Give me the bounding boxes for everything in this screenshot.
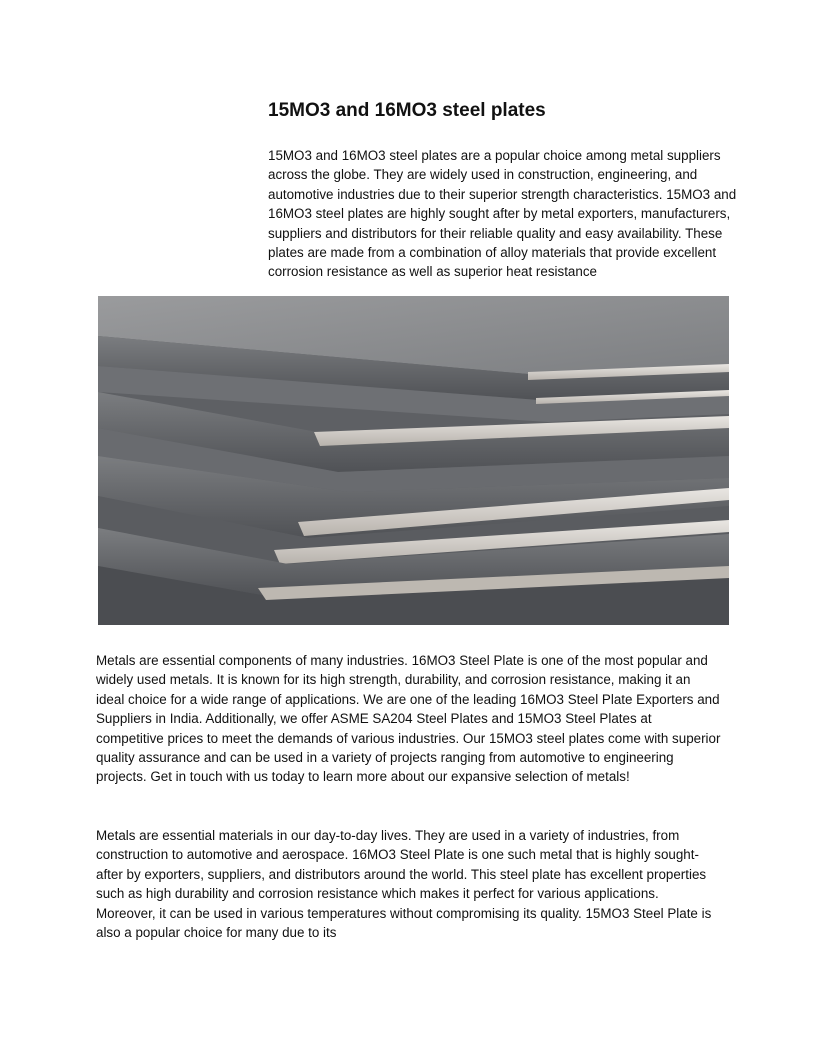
body-paragraph-1: Metals are essential components of many industries. 16MO3 Steel Plate is one of the most popular and widely used metals. It is known for its high strength, durability, and corrosion resistance, making it an ideal choice for a wide range of applications. We are one of the leading 16MO3 Steel Plate Exporters and Suppliers in India. Additionally, we offer ASME SA204 Steel Plates and 15MO3 Steel Plates at competitive prices to meet the demands of various industries. Our 15MO3 steel plates come with superior quality assurance and can be used in a variety of projects ranging from automotive to engineering projects. Get in touch with us today to learn more about our expansive selection of metals! <box>96 653 721 785</box>
intro-paragraph: 15MO3 and 16MO3 steel plates are a popular choice among metal suppliers across the globe. They are widely used in construction, engineering, and automotive industries due to their superior strength characteristics. 15MO3 and 16MO3 steel plates are highly sought after by metal exporters, manufacturers, suppliers and distributors for their reliable quality and easy availability. These plates are made from a combination of alloy materials that provide excellent corrosion resistance as well as superior heat resistance <box>268 148 737 280</box>
body-paragraph-2: Metals are essential materials in our day-to-day lives. They are used in a variety of industries, from construction to automotive and aerospace. 16MO3 Steel Plate is one such metal that is highly sought-after by exporters, suppliers, and distributors around the world. This steel plate has excellent properties such as high durability and corrosion resistance which makes it perfect for various applications. Moreover, it can be used in various temperatures without compromising its quality. 15MO3 Steel Plate is also a popular choice for many due to its <box>96 828 712 941</box>
page-title: 15MO3 and 16MO3 steel plates <box>268 100 546 121</box>
steel-plates-photo <box>98 296 729 625</box>
